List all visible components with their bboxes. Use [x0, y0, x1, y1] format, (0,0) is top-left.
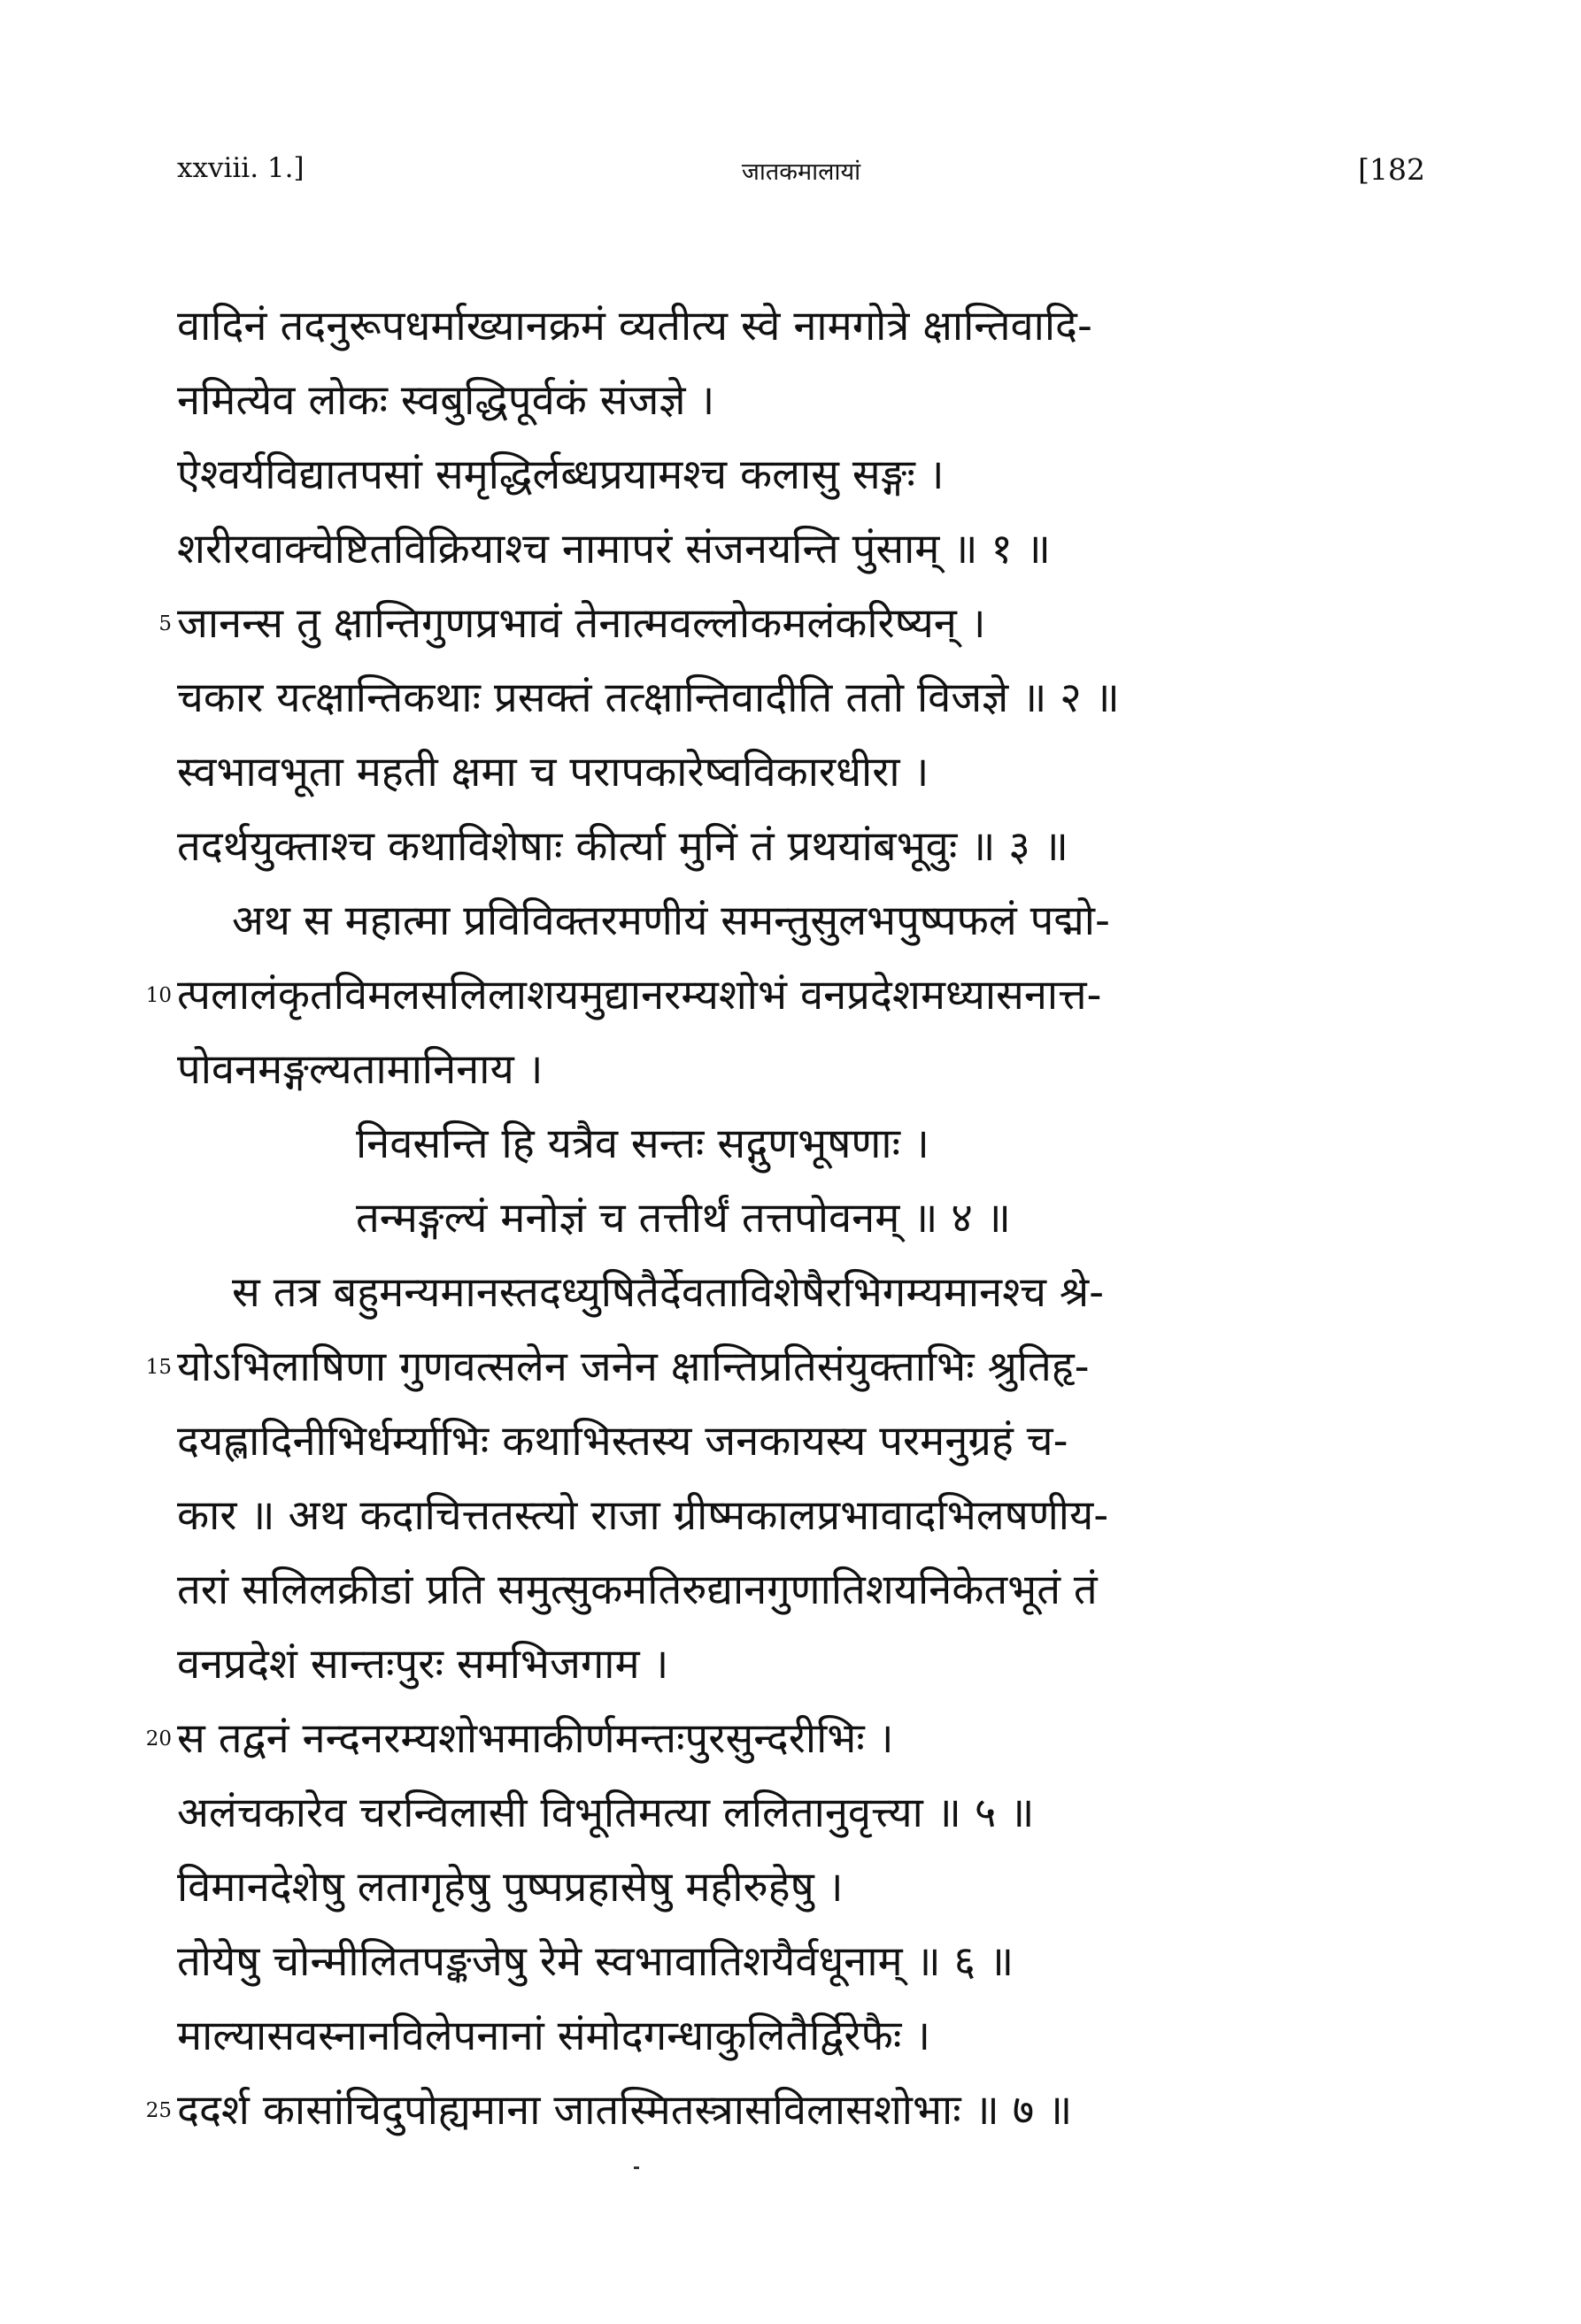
line-number: [126, 1033, 172, 1107]
line-number: [126, 1999, 172, 2074]
line-number: 10: [145, 984, 172, 1007]
verse-line: ददर्श कासांचिदुपोह्यमाना जातस्मितस्त्रासविलासशोभाः ॥ ७ ॥: [177, 2086, 1073, 2135]
paragraph-first-line: स तत्र बहुमन्यमानस्तदध्युषितैर्देवताविशेषैरभिगम्यमानश्च श्रे-: [232, 1268, 1105, 1317]
line-number: [126, 1628, 172, 1702]
line-number: [126, 735, 172, 810]
text-line: दयह्लादिनीभिर्धर्म्याभिः कथाभिस्तस्य जनकायस्य परमनुग्रहं च-: [177, 1417, 1068, 1466]
line-number: 5: [158, 612, 172, 635]
line-number: 15: [145, 1356, 172, 1379]
line-number: 20: [145, 1728, 172, 1751]
line-number: [126, 1404, 172, 1479]
text-line: वादिनं तदनुरूपधर्माख्यानक्रमं व्यतीत्य स्वे नामगोत्रे क्षान्तिवादि-: [177, 302, 1092, 350]
verse-line: चकार यत्क्षान्तिकथाः प्रसक्तं तत्क्षान्तिवादीति ततो विजज्ञे ॥ २ ॥: [177, 673, 1120, 722]
text-line: वनप्रदेशं सान्तःपुरः समभिजगाम ।: [177, 1640, 669, 1689]
indented-verse-line: तन्मङ्गल्यं मनोज्ञं च तत्तीर्थं तत्तपोवनम् ॥ ४ ॥: [356, 1194, 1011, 1243]
line-number: [126, 884, 172, 958]
line-number: 25: [145, 2099, 172, 2122]
text-line: कार ॥ अथ कदाचित्ततस्त्यो राजा ग्रीष्मकालप्रभावादभिलषणीय-: [177, 1491, 1109, 1540]
line-number: [126, 1107, 172, 1181]
verse-line: स तद्वनं नन्दनरम्यशोभमाकीर्णमन्तःपुरसुन्दरीभिः ।: [177, 1714, 894, 1763]
text-line: तरां सलिलक्रीडां प्रति समुत्सुकमतिरुद्यानगुणातिशयनिकेतभूतं तं: [177, 1566, 1098, 1614]
verse-line: जानन्स तु क्षान्तिगुणप्रभावं तेनात्मवल्लोकमलंकरिष्यन् ।: [177, 599, 986, 648]
line-number: [126, 1925, 172, 1999]
verse-line: अलंचकारेव चरन्विलासी विभूतिमत्या ललितानुवृत्त्या ॥ ५ ॥: [177, 1789, 1035, 1837]
text-line: त्पलालंकृतविमलसलिलाशयमुद्यानरम्यशोभं वनप्रदेशमध्यासनात्त-: [177, 971, 1102, 1020]
printer-mark: [634, 2166, 639, 2169]
line-number: [126, 289, 172, 364]
verse-line: तोयेषु चोन्मीलितपङ्कजेषु रेमे स्वभावातिशयैर्वधूनाम् ॥ ६ ॥: [177, 1937, 1014, 1986]
verse-line: विमानदेशेषु लतागृहेषु पुष्पप्रहासेषु महीरुहेषु ।: [177, 1863, 844, 1912]
running-head: [177, 152, 1425, 196]
line-number: [126, 1181, 172, 1256]
text-line: नमित्येव लोकः स्वबुद्धिपूर्वकं संजज्ञे ।: [177, 376, 715, 425]
line-number: [126, 1776, 172, 1851]
verse-line: स्वभावभूता महती क्षमा च परापकारेष्वविकारधीरा ।: [177, 748, 929, 796]
verse-line: माल्यासवस्नानविलेपनानां संमोदगन्धाकुलितैर्द्विरेफैः ।: [177, 2012, 931, 2060]
paragraph-first-line: अथ स महात्मा प्रविविक्तरमणीयं समन्तुसुलभपुष्पफलं पद्मो-: [232, 897, 1110, 945]
line-number: [126, 438, 172, 512]
verse-line: शरीरवाक्चेष्टितविक्रियाश्च नामापरं संजनयन्ति पुंसाम् ॥ १ ॥: [177, 525, 1051, 573]
verse-line: तदर्थयुक्ताश्च कथाविशेषाः कीर्त्या मुनिं तं प्रथयांबभूवुः ॥ ३ ॥: [177, 822, 1068, 871]
line-number: [126, 1851, 172, 1925]
book-title: जातकमालायां: [741, 158, 861, 186]
page-number: [182: [1358, 152, 1425, 187]
line-number: [126, 810, 172, 884]
line-number: [126, 364, 172, 438]
chapter-verse-ref: xxviii. 1.]: [177, 152, 305, 184]
text-line: योऽभिलाषिणा गुणवत्सलेन जनेन क्षान्तिप्रतिसंयुक्ताभिः श्रुतिहृ-: [177, 1343, 1090, 1391]
line-number: [126, 512, 172, 587]
line-number: [126, 1479, 172, 1553]
indented-verse-line: निवसन्ति हि यत्रैव सन्तः सद्गुणभूषणाः ।: [356, 1120, 929, 1168]
line-number: [126, 1256, 172, 1330]
verse-line: ऐश्वर्यविद्यातपसां समृद्धिर्लब्धप्रयामश्च कलासु सङ्गः ।: [177, 450, 945, 499]
line-number: [126, 661, 172, 735]
text-line: पोवनमङ्गल्यतामानिनाय ।: [177, 1045, 544, 1094]
line-number: [126, 1553, 172, 1628]
